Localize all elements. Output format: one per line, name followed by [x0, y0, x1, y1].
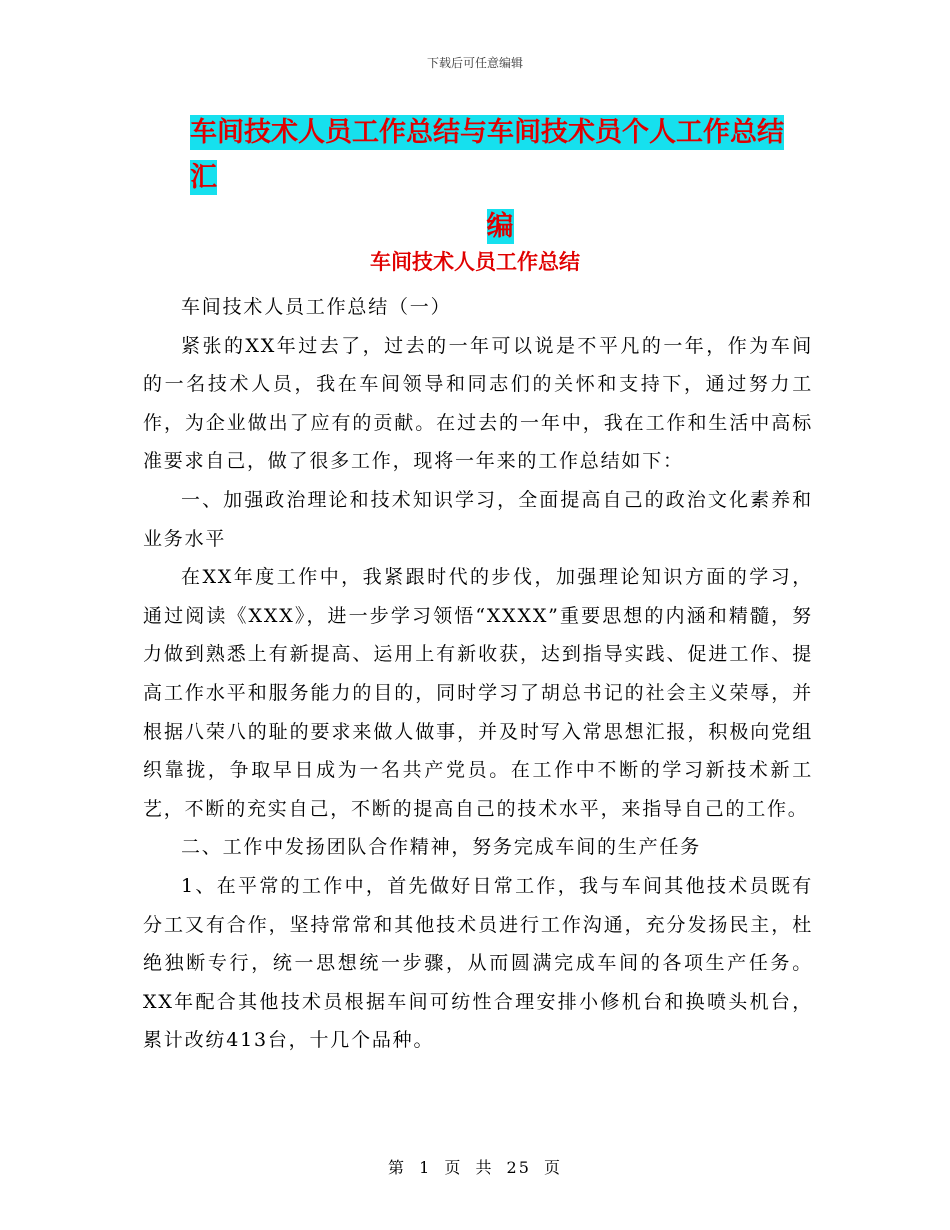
section-title: 车间技术人员工作总结: [370, 250, 580, 274]
body-paragraph: 在XX年度工作中，我紧跟时代的步伐，加强理论知识方面的学习，通过阅读《XXX》，进一步学习领悟“XXXX”重要思想的内涵和精髓，努力做到熟悉上有新提高、运用上有新收获，达到指导实践、促进工作、提高工作水平和服务能力的目的，同时学习了胡总书记的社会主义荣辱，并根据八荣八的耻的要求来做人做事，并及时写入常思想汇报，积极向党组织靠拢，争取早日成为一名共产党员。在工作中不断的学习新技术新工艺，不断的充实自己，不断的提高自己的技术水平，来指导自己的工作。: [143, 566, 813, 820]
heading-paragraph: 二、工作中发扬团队合作精神，努务完成车间的生产任务: [181, 836, 702, 859]
subtitle-paragraph: 车间技术人员工作总结（一）: [181, 296, 452, 318]
document-title-line1: 车间技术人员工作总结与车间技术员个人工作总结汇: [190, 117, 784, 193]
body-paragraph: 紧张的XX年过去了，过去的一年可以说是不平凡的一年，作为车间的一名技术人员，我在车间领导和同志们的关怀和支持下，通过努力工作，为企业做出了应有的贡献。在过去的一年中，我在工作和生活中高标准要求自己，做了很多工作，现将一年来的工作总结如下：: [143, 334, 813, 473]
body-paragraph: 1、在平常的工作中，首先做好日常工作，我与车间其他技术员既有分工又有合作，坚持常常和其他技术员进行工作沟通，充分发扬民主，杜绝独断专行，统一思想统一步骤，从而圆满完成车间的各项生产任务。XX年配合其他技术员根据车间可纺性合理安排小修机台和换喷头机台，累计改纺413台，十几个品种。: [143, 874, 813, 1052]
document-title: [190, 110, 810, 249]
document-body: [143, 288, 813, 1060]
page-header-note: 下载后可任意编辑: [426, 56, 523, 70]
heading-paragraph: 一、加强政治理论和技术知识学习，全面提高自己的政治文化素养和业务水平: [143, 488, 813, 550]
page-number-footer: 第 1 页 共 25 页: [388, 1158, 562, 1177]
document-title-line2: 编: [486, 211, 514, 242]
